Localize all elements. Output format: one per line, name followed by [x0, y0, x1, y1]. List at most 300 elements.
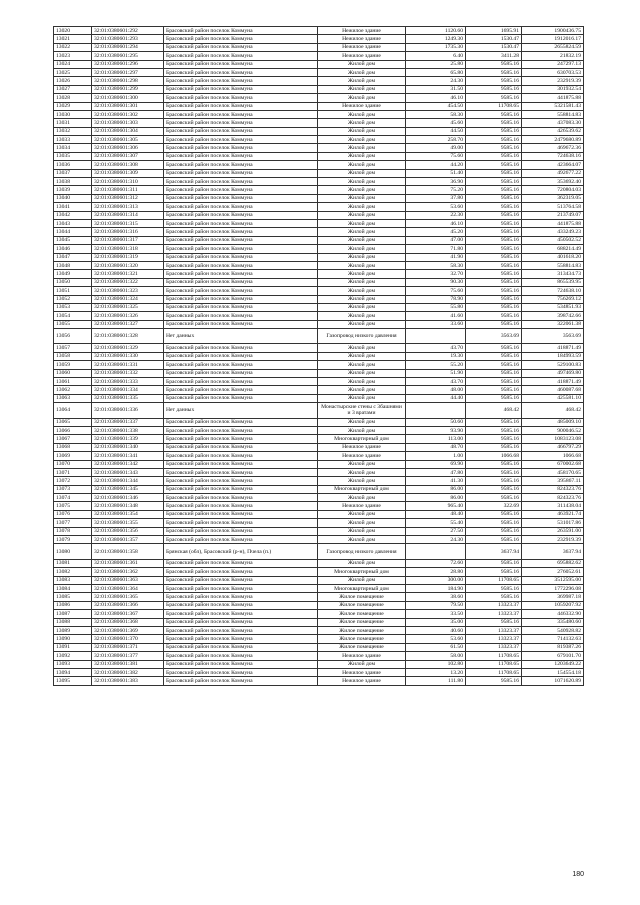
row-number-cell: 13035 [54, 152, 92, 160]
address-cell: Брасовский район поселок Коммуна [164, 618, 318, 626]
object-type-cell: Жилой дом [318, 261, 406, 269]
object-type-cell: Жилое помещение [318, 601, 406, 609]
cadastral-number-cell: 32:01:0380601:300 [92, 94, 164, 102]
row-number-cell: 13049 [54, 270, 92, 278]
unit-value-cell: 9585.16 [466, 536, 522, 544]
area-cell: 75.20 [406, 186, 466, 194]
object-type-cell: Жилое помещение [318, 643, 406, 651]
cadastral-value-cell: 450502.52 [522, 236, 584, 244]
object-type-cell: Жилой дом [318, 186, 406, 194]
address-cell: Брасовский район поселок Коммуна [164, 536, 318, 544]
address-cell: Брасовский район поселок Коммуна [164, 460, 318, 468]
area-cell: 51.90 [406, 369, 466, 377]
cadastral-value-cell: 232919.39 [522, 77, 584, 85]
area-cell: 31.50 [406, 85, 466, 93]
table-row [54, 236, 584, 244]
cadastral-number-cell: 32:01:0380601:336 [92, 403, 164, 418]
area-cell: 65.80 [406, 68, 466, 76]
object-type-cell: Жилой дом [318, 119, 406, 127]
area-cell: 41.90 [406, 253, 466, 261]
table-row [54, 278, 584, 286]
cadastral-number-cell: 32:01:0380601:293 [92, 35, 164, 43]
address-cell: Брасовский район поселок Коммуна [164, 253, 318, 261]
address-cell: Брасовский район поселок Коммуна [164, 660, 318, 668]
area-cell: 45.20 [406, 228, 466, 236]
cadastral-value-cell: 3563.69 [522, 329, 584, 344]
unit-value-cell: 9585.16 [466, 194, 522, 202]
area-cell: 47.00 [406, 236, 466, 244]
cadastral-number-cell: 32:01:0380601:326 [92, 312, 164, 320]
object-type-cell: Жилой дом [318, 127, 406, 135]
address-cell: Брасовский район поселок Коммуна [164, 418, 318, 426]
area-cell: 37.80 [406, 194, 466, 202]
object-type-cell: Жилой дом [318, 77, 406, 85]
address-cell: Брасовский район поселок Коммуна [164, 303, 318, 311]
cadastral-number-cell: 32:01:0380601:355 [92, 519, 164, 527]
cadastral-number-cell: 32:01:0380601:344 [92, 477, 164, 485]
area-cell: 69.90 [406, 460, 466, 468]
area-cell: 40.60 [406, 626, 466, 634]
cadastral-value-cell: 497469.80 [522, 369, 584, 377]
area-cell: 55.80 [406, 303, 466, 311]
cadastral-number-cell: 32:01:0380601:324 [92, 295, 164, 303]
table-row [54, 152, 584, 160]
cadastral-value-cell: 492677.22 [522, 169, 584, 177]
address-cell: Брасовский район поселок Коммуна [164, 178, 318, 186]
unit-value-cell: 9585.16 [466, 94, 522, 102]
cadastral-number-cell: 32:01:0380601:303 [92, 119, 164, 127]
unit-value-cell: 11708.65 [466, 102, 522, 110]
unit-value-cell: 9585.16 [466, 261, 522, 269]
object-type-cell: Жилой дом [318, 211, 406, 219]
row-number-cell: 13091 [54, 643, 92, 651]
row-number-cell: 13024 [54, 60, 92, 68]
cadastral-value-cell: 1071620.89 [522, 677, 584, 685]
area-cell: 43.70 [406, 344, 466, 352]
row-number-cell: 13061 [54, 378, 92, 386]
address-cell: Брасовский район поселок Коммуна [164, 668, 318, 676]
table-row [54, 568, 584, 576]
cadastral-value-cell: 311438.04 [522, 502, 584, 510]
cadastral-value-cell: 900046.52 [522, 426, 584, 434]
address-cell: Брянская (обл), Брасовский (р-н), Пчела (п.) [164, 544, 318, 559]
row-number-cell: 13043 [54, 219, 92, 227]
row-number-cell: 13066 [54, 426, 92, 434]
cadastral-number-cell: 32:01:0380601:306 [92, 144, 164, 152]
cadastral-value-cell: 3512595.00 [522, 576, 584, 584]
table-row [54, 386, 584, 394]
unit-value-cell: 9585.16 [466, 245, 522, 253]
object-type-cell: Нежилое здание [318, 27, 406, 35]
cadastral-value-cell: 458170.65 [522, 468, 584, 476]
unit-value-cell: 9585.16 [466, 394, 522, 402]
unit-value-cell: 9585.16 [466, 136, 522, 144]
object-type-cell: Жилой дом [318, 136, 406, 144]
address-cell: Брасовский район поселок Коммуна [164, 468, 318, 476]
table-row [54, 494, 584, 502]
cadastral-number-cell: 32:01:0380601:292 [92, 27, 164, 35]
object-type-cell: Нежилое здание [318, 452, 406, 460]
address-cell: Брасовский район поселок Коммуна [164, 52, 318, 60]
address-cell: Брасовский район поселок Коммуна [164, 261, 318, 269]
unit-value-cell: 11708.65 [466, 652, 522, 660]
area-cell: 43.70 [406, 378, 466, 386]
cadastral-value-cell: 756269.12 [522, 295, 584, 303]
area-cell: 41.30 [406, 477, 466, 485]
table-row [54, 677, 584, 685]
cadastral-number-cell: 32:01:0380601:318 [92, 245, 164, 253]
address-cell: Брасовский район поселок Коммуна [164, 378, 318, 386]
table-row [54, 485, 584, 493]
cadastral-number-cell: 32:01:0380601:383 [92, 677, 164, 685]
unit-value-cell: 9585.16 [466, 203, 522, 211]
cadastral-number-cell: 32:01:0380601:371 [92, 643, 164, 651]
cadastral-number-cell: 32:01:0380601:337 [92, 418, 164, 426]
unit-value-cell: 9585.16 [466, 510, 522, 518]
object-type-cell: Жилой дом [318, 68, 406, 76]
row-number-cell: 13059 [54, 361, 92, 369]
row-number-cell: 13034 [54, 144, 92, 152]
row-number-cell: 13093 [54, 660, 92, 668]
row-number-cell: 13028 [54, 94, 92, 102]
object-type-cell: Жилой дом [318, 386, 406, 394]
cadastral-value-cell: 529100.83 [522, 361, 584, 369]
area-cell: 19.30 [406, 352, 466, 360]
cadastral-value-cell: 463921.74 [522, 510, 584, 518]
table-row [54, 253, 584, 261]
object-type-cell: Жилой дом [318, 576, 406, 584]
table-row [54, 652, 584, 660]
cadastral-number-cell: 32:01:0380601:297 [92, 68, 164, 76]
cadastral-value-cell: 446332.90 [522, 610, 584, 618]
cadastral-number-cell: 32:01:0380601:363 [92, 576, 164, 584]
cadastral-number-cell: 32:01:0380601:356 [92, 527, 164, 535]
address-cell: Брасовский район поселок Коммуна [164, 312, 318, 320]
area-cell: 86.00 [406, 485, 466, 493]
cadastral-number-cell: 32:01:0380601:362 [92, 568, 164, 576]
row-number-cell: 13054 [54, 312, 92, 320]
area-cell: 300.00 [406, 576, 466, 584]
cadastral-value-cell: 441875.88 [522, 94, 584, 102]
table-body [54, 27, 584, 686]
cadastral-value-cell: 695882.62 [522, 559, 584, 567]
cadastral-number-cell: 32:01:0380601:364 [92, 585, 164, 593]
area-cell [406, 329, 466, 344]
cadastral-value-cell: 531017.86 [522, 519, 584, 527]
area-cell: 61.50 [406, 643, 466, 651]
unit-value-cell: 13323.37 [466, 643, 522, 651]
address-cell: Брасовский район поселок Коммуна [164, 152, 318, 160]
cadastral-number-cell: 32:01:0380601:370 [92, 635, 164, 643]
cadastral-value-cell: 819387.26 [522, 643, 584, 651]
row-number-cell: 13038 [54, 178, 92, 186]
object-type-cell: Жилой дом [318, 660, 406, 668]
row-number-cell: 13080 [54, 544, 92, 559]
area-cell: 35.00 [406, 618, 466, 626]
cadastral-value-cell: 1066.68 [522, 452, 584, 460]
address-cell: Брасовский район поселок Коммуна [164, 652, 318, 660]
area-cell: 6.40 [406, 52, 466, 60]
table-row [54, 544, 584, 559]
cadastral-number-cell: 32:01:0380601:339 [92, 435, 164, 443]
unit-value-cell: 3563.69 [466, 329, 522, 344]
object-type-cell: Газопровод низкого давления [318, 329, 406, 344]
row-number-cell: 13030 [54, 110, 92, 118]
row-number-cell: 13086 [54, 601, 92, 609]
object-type-cell: Нежилое здание [318, 43, 406, 51]
table-row [54, 519, 584, 527]
address-cell: Брасовский район поселок Коммуна [164, 635, 318, 643]
unit-value-cell: 9585.16 [466, 295, 522, 303]
row-number-cell: 13052 [54, 295, 92, 303]
table-row [54, 60, 584, 68]
cadastral-number-cell: 32:01:0380601:357 [92, 536, 164, 544]
cadastral-value-cell: 398742.66 [522, 312, 584, 320]
unit-value-cell: 1530.47 [466, 43, 522, 51]
area-cell: 53.60 [406, 203, 466, 211]
unit-value-cell: 9585.16 [466, 443, 522, 451]
row-number-cell: 13071 [54, 468, 92, 476]
object-type-cell: Газопровод низкого давления [318, 544, 406, 559]
table-row [54, 27, 584, 35]
row-number-cell: 13044 [54, 228, 92, 236]
unit-value-cell: 9585.16 [466, 378, 522, 386]
object-type-cell: Жилой дом [318, 194, 406, 202]
area-cell [406, 403, 466, 418]
address-cell: Брасовский район поселок Коммуна [164, 85, 318, 93]
unit-value-cell: 9585.16 [466, 127, 522, 135]
table-row [54, 144, 584, 152]
cadastral-number-cell: 32:01:0380601:335 [92, 394, 164, 402]
table-row [54, 102, 584, 110]
address-cell: Брасовский район поселок Коммуна [164, 169, 318, 177]
cadastral-value-cell: 679101.70 [522, 652, 584, 660]
area-cell: 79.50 [406, 601, 466, 609]
cadastral-value-cell: 558814.83 [522, 110, 584, 118]
area-cell: 24.30 [406, 77, 466, 85]
area-cell: 49.00 [406, 144, 466, 152]
cadastral-number-cell: 32:01:0380601:369 [92, 626, 164, 634]
area-cell: 46.10 [406, 94, 466, 102]
area-cell: 55.40 [406, 519, 466, 527]
table-row [54, 352, 584, 360]
table-row [54, 77, 584, 85]
area-cell: 58.30 [406, 261, 466, 269]
object-type-cell: Жилой дом [318, 394, 406, 402]
unit-value-cell: 9585.16 [466, 369, 522, 377]
cadastral-value-cell: 2655824.59 [522, 43, 584, 51]
address-cell: Нет данных [164, 329, 318, 344]
row-number-cell: 13083 [54, 576, 92, 584]
cadastral-number-cell: 32:01:0380601:299 [92, 85, 164, 93]
table-row [54, 460, 584, 468]
cadastral-number-cell: 32:01:0380601:382 [92, 668, 164, 676]
table-row [54, 127, 584, 135]
table-row [54, 110, 584, 118]
address-cell: Брасовский район поселок Коммуна [164, 320, 318, 328]
cadastral-value-cell: 301932.54 [522, 85, 584, 93]
table-row [54, 194, 584, 202]
row-number-cell: 13070 [54, 460, 92, 468]
object-type-cell: Жилой дом [318, 536, 406, 544]
table-row [54, 186, 584, 194]
cadastral-value-cell: 1772296.08 [522, 585, 584, 593]
cadastral-number-cell: 32:01:0380601:342 [92, 460, 164, 468]
unit-value-cell: 9585.16 [466, 161, 522, 169]
cadastral-value-cell: 824323.76 [522, 485, 584, 493]
unit-value-cell: 9585.16 [466, 144, 522, 152]
cadastral-value-cell: 313434.73 [522, 270, 584, 278]
object-type-cell: Нежилое здание [318, 668, 406, 676]
address-cell: Брасовский район поселок Коммуна [164, 576, 318, 584]
area-cell: 55.20 [406, 361, 466, 369]
cadastral-value-cell: 1912016.17 [522, 35, 584, 43]
cadastral-value-cell: 3637.94 [522, 544, 584, 559]
unit-value-cell: 11708.65 [466, 668, 522, 676]
table-row [54, 320, 584, 328]
address-cell: Брасовский район поселок Коммуна [164, 352, 318, 360]
object-type-cell: Жилое помещение [318, 593, 406, 601]
address-cell: Брасовский район поселок Коммуна [164, 110, 318, 118]
row-number-cell: 13077 [54, 519, 92, 527]
object-type-cell: Жилой дом [318, 152, 406, 160]
object-type-cell: Многоквартирный дом [318, 568, 406, 576]
address-cell: Брасовский район поселок Коммуна [164, 510, 318, 518]
cadastral-number-cell: 32:01:0380601:311 [92, 186, 164, 194]
cadastral-value-cell: 353692.40 [522, 178, 584, 186]
cadastral-number-cell: 32:01:0380601:381 [92, 660, 164, 668]
unit-value-cell: 9585.16 [466, 494, 522, 502]
table-row [54, 35, 584, 43]
table-row [54, 287, 584, 295]
address-cell: Брасовский район поселок Коммуна [164, 502, 318, 510]
object-type-cell: Жилой дом [318, 519, 406, 527]
cadastral-number-cell: 32:01:0380601:320 [92, 261, 164, 269]
address-cell: Брасовский район поселок Коммуна [164, 136, 318, 144]
address-cell: Брасовский район поселок Коммуна [164, 477, 318, 485]
area-cell: 965.40 [406, 502, 466, 510]
row-number-cell: 13023 [54, 52, 92, 60]
unit-value-cell: 9585.16 [466, 303, 522, 311]
area-cell: 51.40 [406, 169, 466, 177]
cadastral-value-cell: 425581.10 [522, 394, 584, 402]
table-row [54, 510, 584, 518]
row-number-cell: 13095 [54, 677, 92, 685]
area-cell: 46.10 [406, 219, 466, 227]
address-cell: Брасовский район поселок Коммуна [164, 102, 318, 110]
object-type-cell: Жилое помещение [318, 635, 406, 643]
object-type-cell: Жилой дом [318, 219, 406, 227]
cadastral-number-cell: 32:01:0380601:315 [92, 219, 164, 227]
table-row [54, 468, 584, 476]
row-number-cell: 13092 [54, 652, 92, 660]
cadastral-number-cell: 32:01:0380601:367 [92, 610, 164, 618]
row-number-cell: 13087 [54, 610, 92, 618]
unit-value-cell: 11708.65 [466, 660, 522, 668]
row-number-cell: 13076 [54, 510, 92, 518]
unit-value-cell: 9585.16 [466, 485, 522, 493]
cadastral-number-cell: 32:01:0380601:328 [92, 329, 164, 344]
address-cell: Брасовский район поселок Коммуна [164, 559, 318, 567]
unit-value-cell: 9585.16 [466, 219, 522, 227]
row-number-cell: 13082 [54, 568, 92, 576]
unit-value-cell: 9585.16 [466, 228, 522, 236]
row-number-cell: 13057 [54, 344, 92, 352]
table-row [54, 477, 584, 485]
table-row [54, 312, 584, 320]
cadastral-number-cell: 32:01:0380601:348 [92, 502, 164, 510]
cadastral-value-cell: 469672.36 [522, 144, 584, 152]
object-type-cell: Жилой дом [318, 144, 406, 152]
cadastral-value-cell: 362319.05 [522, 194, 584, 202]
cadastral-number-cell: 32:01:0380601:361 [92, 559, 164, 567]
area-cell: 53.60 [406, 635, 466, 643]
row-number-cell: 13056 [54, 329, 92, 344]
table-row [54, 394, 584, 402]
row-number-cell: 13085 [54, 593, 92, 601]
table-row [54, 161, 584, 169]
cadastral-value-cell: 395867.11 [522, 477, 584, 485]
unit-value-cell: 9585.16 [466, 477, 522, 485]
cadastral-value-cell: 534851.93 [522, 303, 584, 311]
row-number-cell: 13031 [54, 119, 92, 127]
unit-value-cell: 9585.16 [466, 68, 522, 76]
cadastral-value-cell: 513764.58 [522, 203, 584, 211]
cadastral-number-cell: 32:01:0380601:321 [92, 270, 164, 278]
table-row [54, 452, 584, 460]
row-number-cell: 13078 [54, 527, 92, 535]
cadastral-number-cell: 32:01:0380601:331 [92, 361, 164, 369]
address-cell: Брасовский район поселок Коммуна [164, 60, 318, 68]
cadastral-value-cell: 724638.16 [522, 152, 584, 160]
address-cell: Брасовский район поселок Коммуна [164, 494, 318, 502]
object-type-cell: Жилой дом [318, 110, 406, 118]
unit-value-cell: 9585.16 [466, 460, 522, 468]
cadastral-value-cell: 232919.39 [522, 536, 584, 544]
unit-value-cell: 9585.16 [466, 60, 522, 68]
area-cell: 58.00 [406, 652, 466, 660]
unit-value-cell: 9585.16 [466, 287, 522, 295]
cadastral-value-cell: 401618.20 [522, 253, 584, 261]
table-row [54, 295, 584, 303]
table-row [54, 270, 584, 278]
unit-value-cell: 9585.16 [466, 77, 522, 85]
row-number-cell: 13064 [54, 403, 92, 418]
address-cell: Брасовский район поселок Коммуна [164, 161, 318, 169]
unit-value-cell: 11708.65 [466, 576, 522, 584]
cadastral-number-cell: 32:01:0380601:314 [92, 211, 164, 219]
object-type-cell: Нежилое здание [318, 52, 406, 60]
address-cell: Брасовский район поселок Коммуна [164, 295, 318, 303]
unit-value-cell: 9585.16 [466, 618, 522, 626]
cadastral-number-cell: 32:01:0380601:333 [92, 378, 164, 386]
object-type-cell: Жилой дом [318, 236, 406, 244]
unit-value-cell: 9585.16 [466, 361, 522, 369]
cadastral-value-cell: 1203649.22 [522, 660, 584, 668]
row-number-cell: 13060 [54, 369, 92, 377]
area-cell: 25.80 [406, 60, 466, 68]
row-number-cell: 13025 [54, 68, 92, 76]
area-cell [406, 544, 466, 559]
cadastral-value-table [53, 26, 584, 686]
cadastral-number-cell: 32:01:0380601:302 [92, 110, 164, 118]
object-type-cell: Жилой дом [318, 85, 406, 93]
table-row [54, 502, 584, 510]
address-cell: Нет данных [164, 403, 318, 418]
cadastral-value-cell: 213749.07 [522, 211, 584, 219]
row-number-cell: 13047 [54, 253, 92, 261]
address-cell: Брасовский район поселок Коммуна [164, 127, 318, 135]
